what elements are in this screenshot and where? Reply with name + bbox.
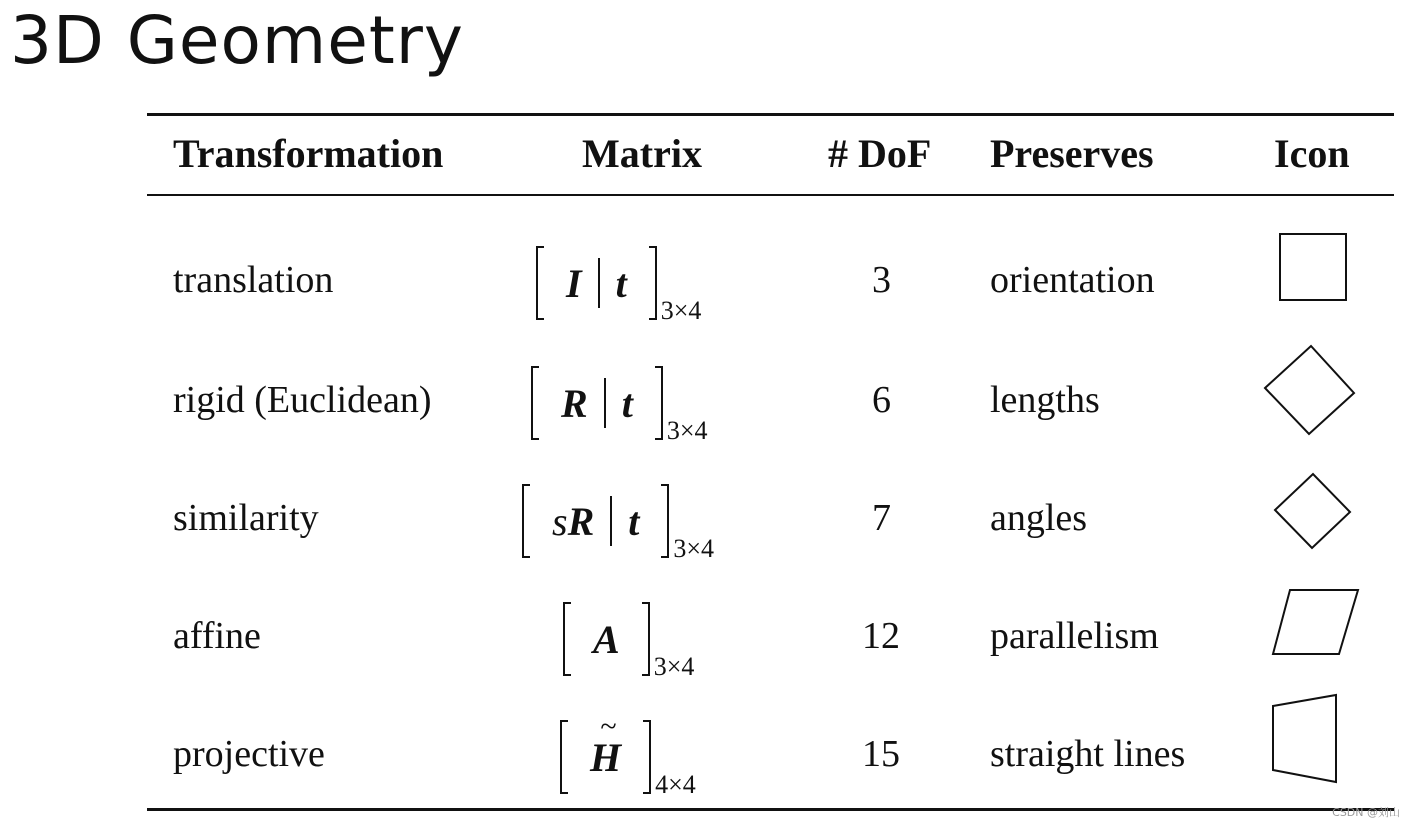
- preserves-value: parallelism: [990, 615, 1159, 657]
- row-name: translation: [173, 259, 334, 301]
- trapezoid-icon: [1268, 692, 1342, 788]
- preserves-value: angles: [990, 497, 1088, 539]
- matrix-cell: s R t 3×4: [522, 484, 714, 558]
- watermark: CSDN @刘山: [1332, 806, 1400, 819]
- square-icon: [1276, 230, 1352, 306]
- table-header-rule: [147, 194, 1394, 196]
- table-bottom-rule: [147, 808, 1394, 811]
- small-rotated-square-icon: [1270, 470, 1356, 554]
- dof-value: 7: [872, 497, 891, 539]
- page-title: 3D Geometry: [10, 2, 464, 79]
- header-dof: # DoF: [828, 131, 932, 176]
- header-preserves: Preserves: [990, 131, 1154, 176]
- dof-value: 15: [862, 733, 900, 775]
- preserves-value: orientation: [990, 259, 1155, 301]
- preserves-value: lengths: [990, 379, 1100, 421]
- matrix-cell: I t 3×4: [536, 246, 701, 320]
- row-name: similarity: [173, 497, 319, 539]
- dof-value: 12: [862, 615, 900, 657]
- row-name: rigid (Euclidean): [173, 379, 432, 421]
- dof-value: 6: [872, 379, 891, 421]
- header-transformation: Transformation: [173, 131, 444, 176]
- preserves-value: straight lines: [990, 733, 1186, 775]
- header-matrix: Matrix: [582, 131, 702, 176]
- header-icon: Icon: [1274, 131, 1350, 176]
- row-name: projective: [173, 733, 325, 775]
- rotated-square-icon: [1260, 342, 1360, 438]
- row-name: affine: [173, 615, 261, 657]
- table-top-rule: [147, 113, 1394, 116]
- matrix-cell: ~ H 4×4: [560, 720, 696, 794]
- dof-value: 3: [872, 259, 891, 301]
- matrix-cell: A 3×4: [563, 602, 694, 676]
- parallelogram-icon: [1268, 586, 1364, 660]
- matrix-cell: R t 3×4: [531, 366, 707, 440]
